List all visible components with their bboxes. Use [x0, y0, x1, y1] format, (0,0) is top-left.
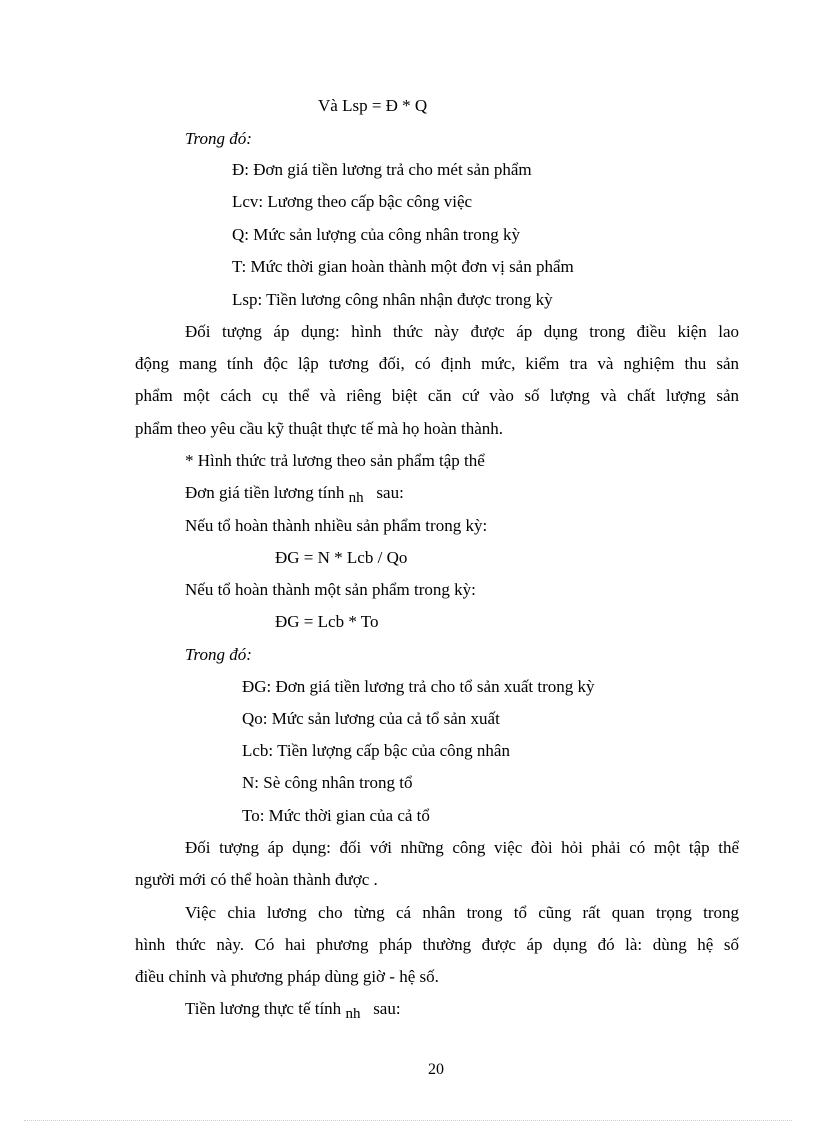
- paragraph-line: người mới có thể hoàn thành được .: [135, 870, 378, 889]
- definition-line: Q: Mức sản lượng của công nhân trong kỳ: [232, 225, 521, 244]
- definition-line: To: Mức thời gian của cả tổ: [242, 806, 430, 825]
- definition-line: Lsp: Tiền lương công nhân nhận được trong kỳ: [232, 290, 553, 309]
- paragraph-line: điều chỉnh và phương pháp dùng giờ - hệ số.: [135, 967, 439, 986]
- paragraph-line: phẩm một cách cụ thể và riêng biệt căn cứ vào số lượng và chất lượng sản: [135, 386, 739, 405]
- definition-line: Qo: Mức sản lương của cả tổ sản xuất: [242, 709, 500, 728]
- definition-line: Lcv: Lương theo cấp bậc công việc: [232, 192, 473, 211]
- actual-wage-line: [185, 999, 401, 1020]
- paragraph-line: phẩm theo yêu cầu kỹ thuật thực tế mà họ hoàn thành.: [135, 419, 503, 438]
- definition-line: ĐG: Đơn giá tiền lương trả cho tổ sản xuất trong kỳ: [242, 677, 595, 696]
- paragraph-line: Đối tượng áp dụng: hình thức này được áp dụng trong điều kiện lao: [185, 322, 739, 341]
- trong-do-label: Trong đó:: [185, 645, 252, 664]
- definition-line: N: Sè công nhân trong tổ: [242, 773, 413, 792]
- page-bottom-border: [24, 1120, 792, 1121]
- trong-do-label: Trong đó:: [185, 129, 252, 148]
- definition-line: Đ: Đơn giá tiền lương trả cho mét sản phẩm: [232, 160, 532, 179]
- section-heading: * Hình thức trả lương theo sản phẩm tập thể: [185, 451, 485, 470]
- definition-line: Lcb: Tiền lượng cấp bậc của công nhân: [242, 741, 510, 760]
- case-many-products: Nếu tổ hoàn thành nhiều sản phẩm trong kỳ:: [185, 516, 488, 535]
- actual-wage-nh: nh: [345, 1006, 361, 1022]
- actual-wage-suffix: sau:: [373, 999, 401, 1018]
- unit-price-text: Đơn giá tiền lương tính: [185, 483, 345, 502]
- paragraph-line: động mang tính độc lập tương đối, có định mức, kiểm tra và nghiệm thu sản: [135, 354, 739, 373]
- case-one-product: Nếu tổ hoàn thành một sản phẩm trong kỳ:: [185, 580, 476, 599]
- unit-price-line: [185, 483, 404, 504]
- paragraph-line: Đối tượng áp dụng: đối với những công việc đòi hỏi phải có một tập thể: [185, 838, 739, 857]
- unit-price-nh: nh: [348, 490, 364, 506]
- actual-wage-text: Tiền lương thực tế tính: [185, 999, 342, 1018]
- formula-one: ĐG = Lcb * To: [275, 612, 379, 631]
- paragraph-line: Việc chia lương cho từng cá nhân trong tổ cũng rất quan trọng trong: [185, 903, 739, 922]
- definition-line: T: Mức thời gian hoàn thành một đơn vị sản phẩm: [232, 257, 574, 276]
- unit-price-suffix: sau:: [376, 483, 404, 502]
- formula-many: ĐG = N * Lcb / Qo: [275, 548, 408, 567]
- formula-lsp: Và Lsp = Đ * Q: [318, 96, 428, 115]
- paragraph-line: hình thức này. Có hai phương pháp thường được áp dụng đó là: dùng hệ số: [135, 935, 739, 954]
- page-number: 20: [428, 1061, 444, 1078]
